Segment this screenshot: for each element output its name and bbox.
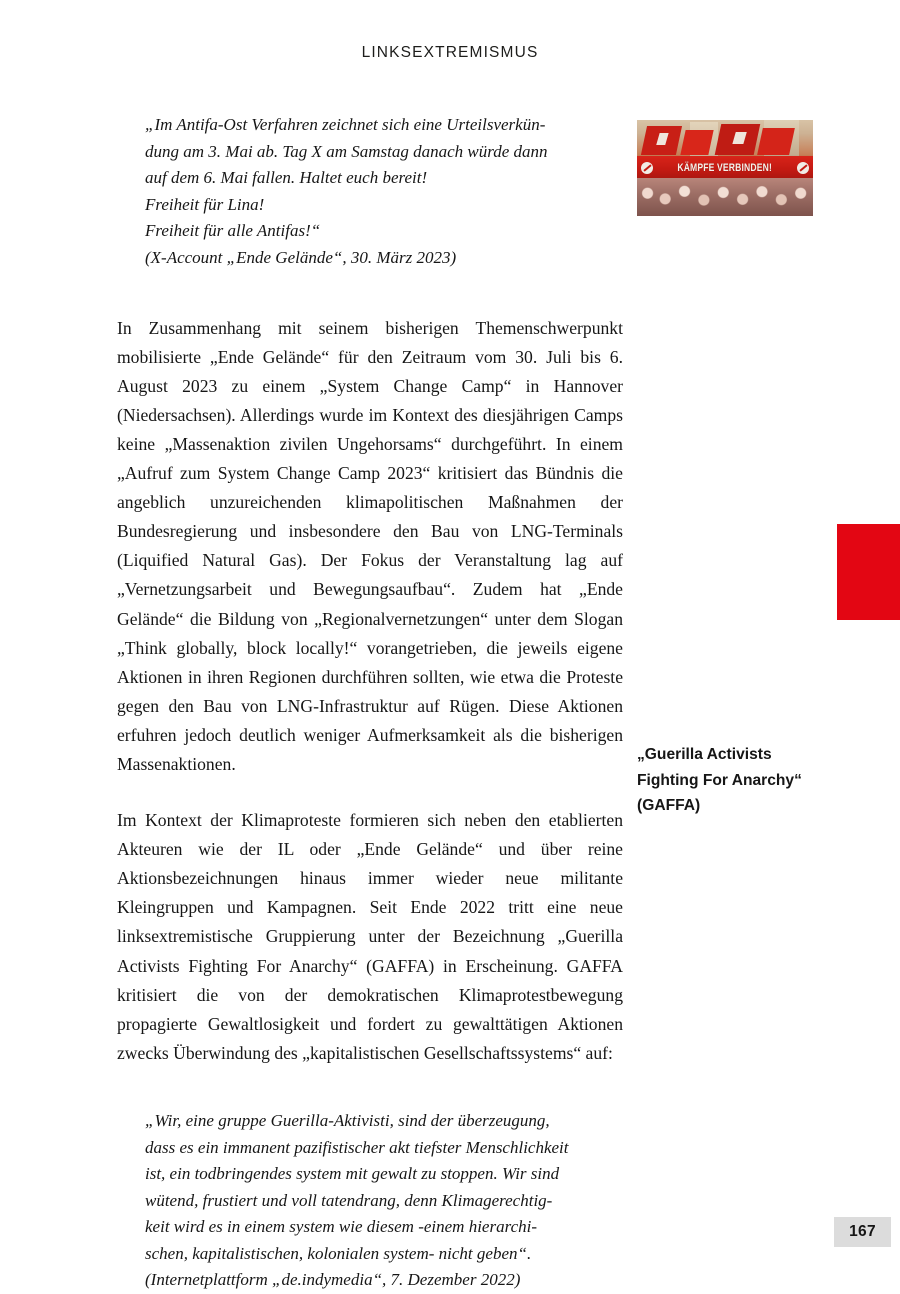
red-flag-icon: [680, 130, 713, 155]
quote-line: ist, ein todbringendes system mit gewalt zu stoppen. Wir sind: [145, 1164, 560, 1184]
paragraph-1: In Zusammenhang mit seinem bisherigen Themenschwerpunkt mobilisierte „Ende Gelände“ für den Zeitraum vom 30. Juli bis 6. August 2023 zu einem „System Change Camp“ in Hannover (Niedersachsen). Allerdings wurde im Kontext des diesjährigen Camps keine „Massenaktion zivilen Ungehorsams“ durchgeführt. In einem „Aufruf zum System Change Camp 2023“ kritisiert das Bündnis die angeblich unzureichenden klimapolitischen Maßnahmen der Bundesregierung und insbesondere den Bau von LNG-Terminals (Liquified Natural Gas). Der Fokus der Veranstaltung lag auf „Vernetzungsarbeit und Bewegungsaufbau“. Zudem hat „Ende Gelände“ die Bildung von „Regionalvernetzungen“ unter dem Slogan „Think globally, block locally!“ vorangetrieben, die jeweils eigene Aktionen in ihren Regionen durchführen sollten, wie etwa die Proteste gegen den Bau von LNG-Infrastruktur auf Rügen. Diese Aktionen erfuhren jedoch deutlich weniger Aufmerksamkeit als die bisherigen Massenaktionen.: [117, 317, 623, 774]
quote-line: „Wir, eine gruppe Guerilla-Aktivisti, sind der überzeugung,: [145, 1110, 550, 1130]
spacer: [117, 779, 623, 806]
protest-banner: [637, 156, 813, 179]
quote-source: (Internetplattform „de.indymedia“, 7. Dezember 2022): [145, 1270, 521, 1290]
protest-photo: [637, 120, 813, 216]
quote-line: auf dem 6. Mai fallen. Haltet euch bereit!: [145, 168, 428, 188]
quote-source: (X-Account „Ende Gelände“, 30. März 2023): [145, 247, 457, 267]
margin-heading: [637, 742, 827, 819]
banner-text: KÄMPFE VERBINDEN!: [677, 161, 773, 174]
running-head: LINKSEXTREMISMUS: [361, 44, 539, 61]
crossed-circle-icon: [797, 162, 809, 174]
paragraph-2: Im Kontext der Klimaproteste formieren sich neben den etablierten Akteuren wie der IL oder „Ende Gelände“ und über reine Aktionsbezeichnungen hinaus immer wieder neue militante Kleingruppen und Kampagnen. Seit Ende 2022 tritt eine neue linksextremistische Gruppierung unter der Bezeichnung „Guerilla Activists Fighting For Anarchy“ (GAFFA) in Erscheinung. GAFFA kritisiert die von der demokratischen Klimaprotestbewegung propagierte Gewaltlosigkeit und fordert zu gewalttätigen Aktionen zwecks Überwindung des „kapitalistischen Gesellschaftssystems“ auf:: [117, 810, 623, 1063]
margin-heading-line: „Guerilla Activists: [637, 746, 772, 763]
quote-line: Freiheit für alle Antifas!“: [145, 221, 321, 241]
margin-heading-line: Fighting For Anarchy“: [637, 771, 802, 789]
margin-heading-line: (GAFFA): [637, 797, 701, 814]
spacer: [117, 1068, 623, 1108]
quote-line: wütend, frustiert und voll tatendrang, denn Klimagerechtig-: [145, 1190, 553, 1210]
chapter-marker-tab: [837, 524, 900, 620]
text-column: [117, 112, 623, 1294]
quote-line: dass es ein immanent pazifistischer akt tiefster Menschlichkeit: [145, 1137, 569, 1157]
photo-crowd: [637, 178, 813, 216]
blockquote-top: [145, 112, 601, 272]
red-flag-icon: [757, 128, 794, 155]
quote-line: keit wird es in einem system wie diesem -einem hierarchi-: [145, 1217, 537, 1237]
quote-line: „Im Antifa-Ost Verfahren zeichnet sich eine Urteilsverkün-: [145, 115, 546, 134]
crossed-circle-icon: [641, 162, 653, 174]
page-number-badge: [834, 1217, 891, 1247]
page-number: 167: [849, 1223, 876, 1240]
quote-line: schen, kapitalistischen, kolonialen system- nicht geben“.: [145, 1243, 532, 1263]
blockquote-bottom: [145, 1108, 601, 1294]
quote-line: Freiheit für Lina!: [145, 194, 265, 214]
quote-line: dung am 3. Mai ab. Tag X am Samstag danach würde dann: [145, 141, 548, 161]
spacer: [117, 272, 623, 314]
